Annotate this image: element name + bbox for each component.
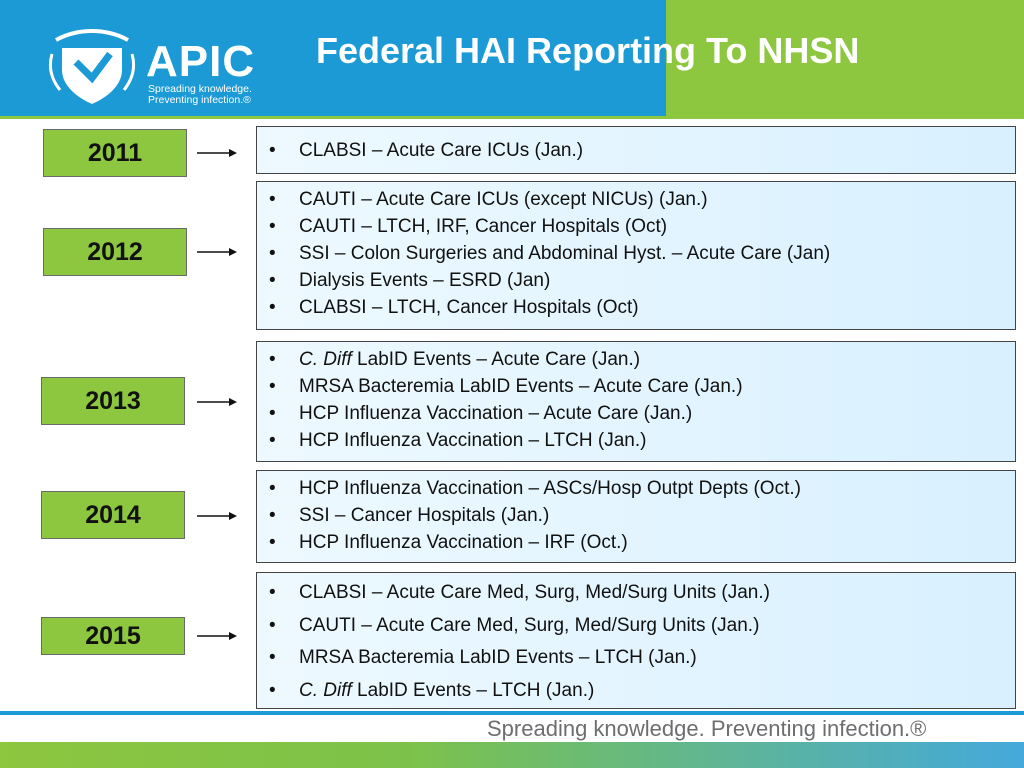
- list-item: [257, 373, 1015, 400]
- item-text: Dialysis Events – ESRD (Jan): [299, 270, 551, 291]
- item-text: HCP Influenza Vaccination – IRF (Oct.): [299, 532, 628, 553]
- bullet-list-2015: [257, 577, 1015, 707]
- arrow-right-icon: [197, 510, 237, 522]
- item-italic-prefix: C. Diff: [299, 349, 352, 370]
- list-item: [257, 502, 1015, 529]
- tagline-line-1: Spreading knowledge.: [148, 83, 252, 95]
- bullet-list-2014: [257, 475, 1015, 556]
- item-text: MRSA Bacteremia LabID Events – Acute Care (Jan.): [299, 376, 743, 397]
- item-text: MRSA Bacteremia LabID Events – LTCH (Jan.): [299, 647, 697, 668]
- item-text: CLABSI – Acute Care Med, Surg, Med/Surg Units (Jan.): [299, 582, 770, 603]
- item-text: CAUTI – Acute Care Med, Surg, Med/Surg Units (Jan.): [299, 614, 760, 636]
- logo-tagline: [148, 84, 288, 106]
- list-item: [257, 346, 1015, 373]
- list-item: [257, 642, 1015, 675]
- footer-divider: [0, 711, 1024, 715]
- item-text: HCP Influenza Vaccination – LTCH (Jan.): [299, 430, 647, 451]
- footer-slogan: Spreading knowledge. Preventing infection.®: [487, 716, 927, 741]
- list-item: [257, 475, 1015, 502]
- item-text: HCP Influenza Vaccination – ASCs/Hosp Outpt Depts (Oct.): [299, 478, 801, 499]
- list-item: [257, 400, 1015, 427]
- list-item: [257, 267, 1015, 294]
- footer-band: [0, 742, 1024, 768]
- apic-wordmark: APIC: [146, 37, 256, 86]
- item-text: SSI – Colon Surgeries and Abdominal Hyst. – Acute Care (Jan): [299, 243, 831, 264]
- list-item: [257, 529, 1015, 556]
- item-text: LabID Events – Acute Care (Jan.): [351, 349, 641, 370]
- list-item: [257, 675, 1015, 708]
- item-text: SSI – Cancer Hospitals (Jan.): [299, 505, 550, 526]
- year-box-2015: 2015: [41, 617, 185, 655]
- arrow-right-icon: [197, 396, 237, 408]
- item-text: CAUTI – LTCH, IRF, Cancer Hospitals (Oct): [299, 216, 668, 237]
- panel-2011: [256, 126, 1016, 174]
- arrow-right-icon: [197, 246, 237, 258]
- item-italic-prefix: C. Diff: [299, 679, 352, 701]
- list-item: [257, 186, 1015, 213]
- panel-2014: [256, 470, 1016, 563]
- list-item: [257, 610, 1015, 643]
- item-text: CAUTI – Acute Care ICUs (except NICUs) (Jan.): [299, 189, 708, 210]
- year-box-2013: 2013: [41, 377, 185, 425]
- list-item: [257, 577, 1015, 610]
- list-item: [257, 427, 1015, 454]
- bullet-list-2011: [257, 137, 1015, 164]
- panel-2012: [256, 181, 1016, 330]
- bullet-list-2013: [257, 346, 1015, 454]
- year-box-2011: 2011: [43, 129, 187, 177]
- list-item: [257, 137, 1015, 164]
- tagline-line-2: Preventing infection.®: [148, 94, 251, 106]
- list-item: [257, 213, 1015, 240]
- shield-icon: [50, 31, 133, 104]
- panel-2015: [256, 572, 1016, 709]
- panel-2013: [256, 341, 1016, 462]
- page-title: Federal HAI Reporting To NHSN: [316, 30, 860, 71]
- bullet-list-2012: [257, 186, 1015, 321]
- header-divider: [0, 116, 1024, 119]
- list-item: [257, 294, 1015, 321]
- list-item: [257, 240, 1015, 267]
- item-text: LabID Events – LTCH (Jan.): [351, 679, 595, 701]
- arrow-right-icon: [197, 147, 237, 159]
- year-box-2014: 2014: [41, 491, 185, 539]
- item-text: HCP Influenza Vaccination – Acute Care (Jan.): [299, 403, 693, 424]
- year-box-2012: 2012: [43, 228, 187, 276]
- item-text: CLABSI – LTCH, Cancer Hospitals (Oct): [299, 297, 639, 318]
- arrow-right-icon: [197, 630, 237, 642]
- item-text: CLABSI – Acute Care ICUs (Jan.): [299, 140, 584, 161]
